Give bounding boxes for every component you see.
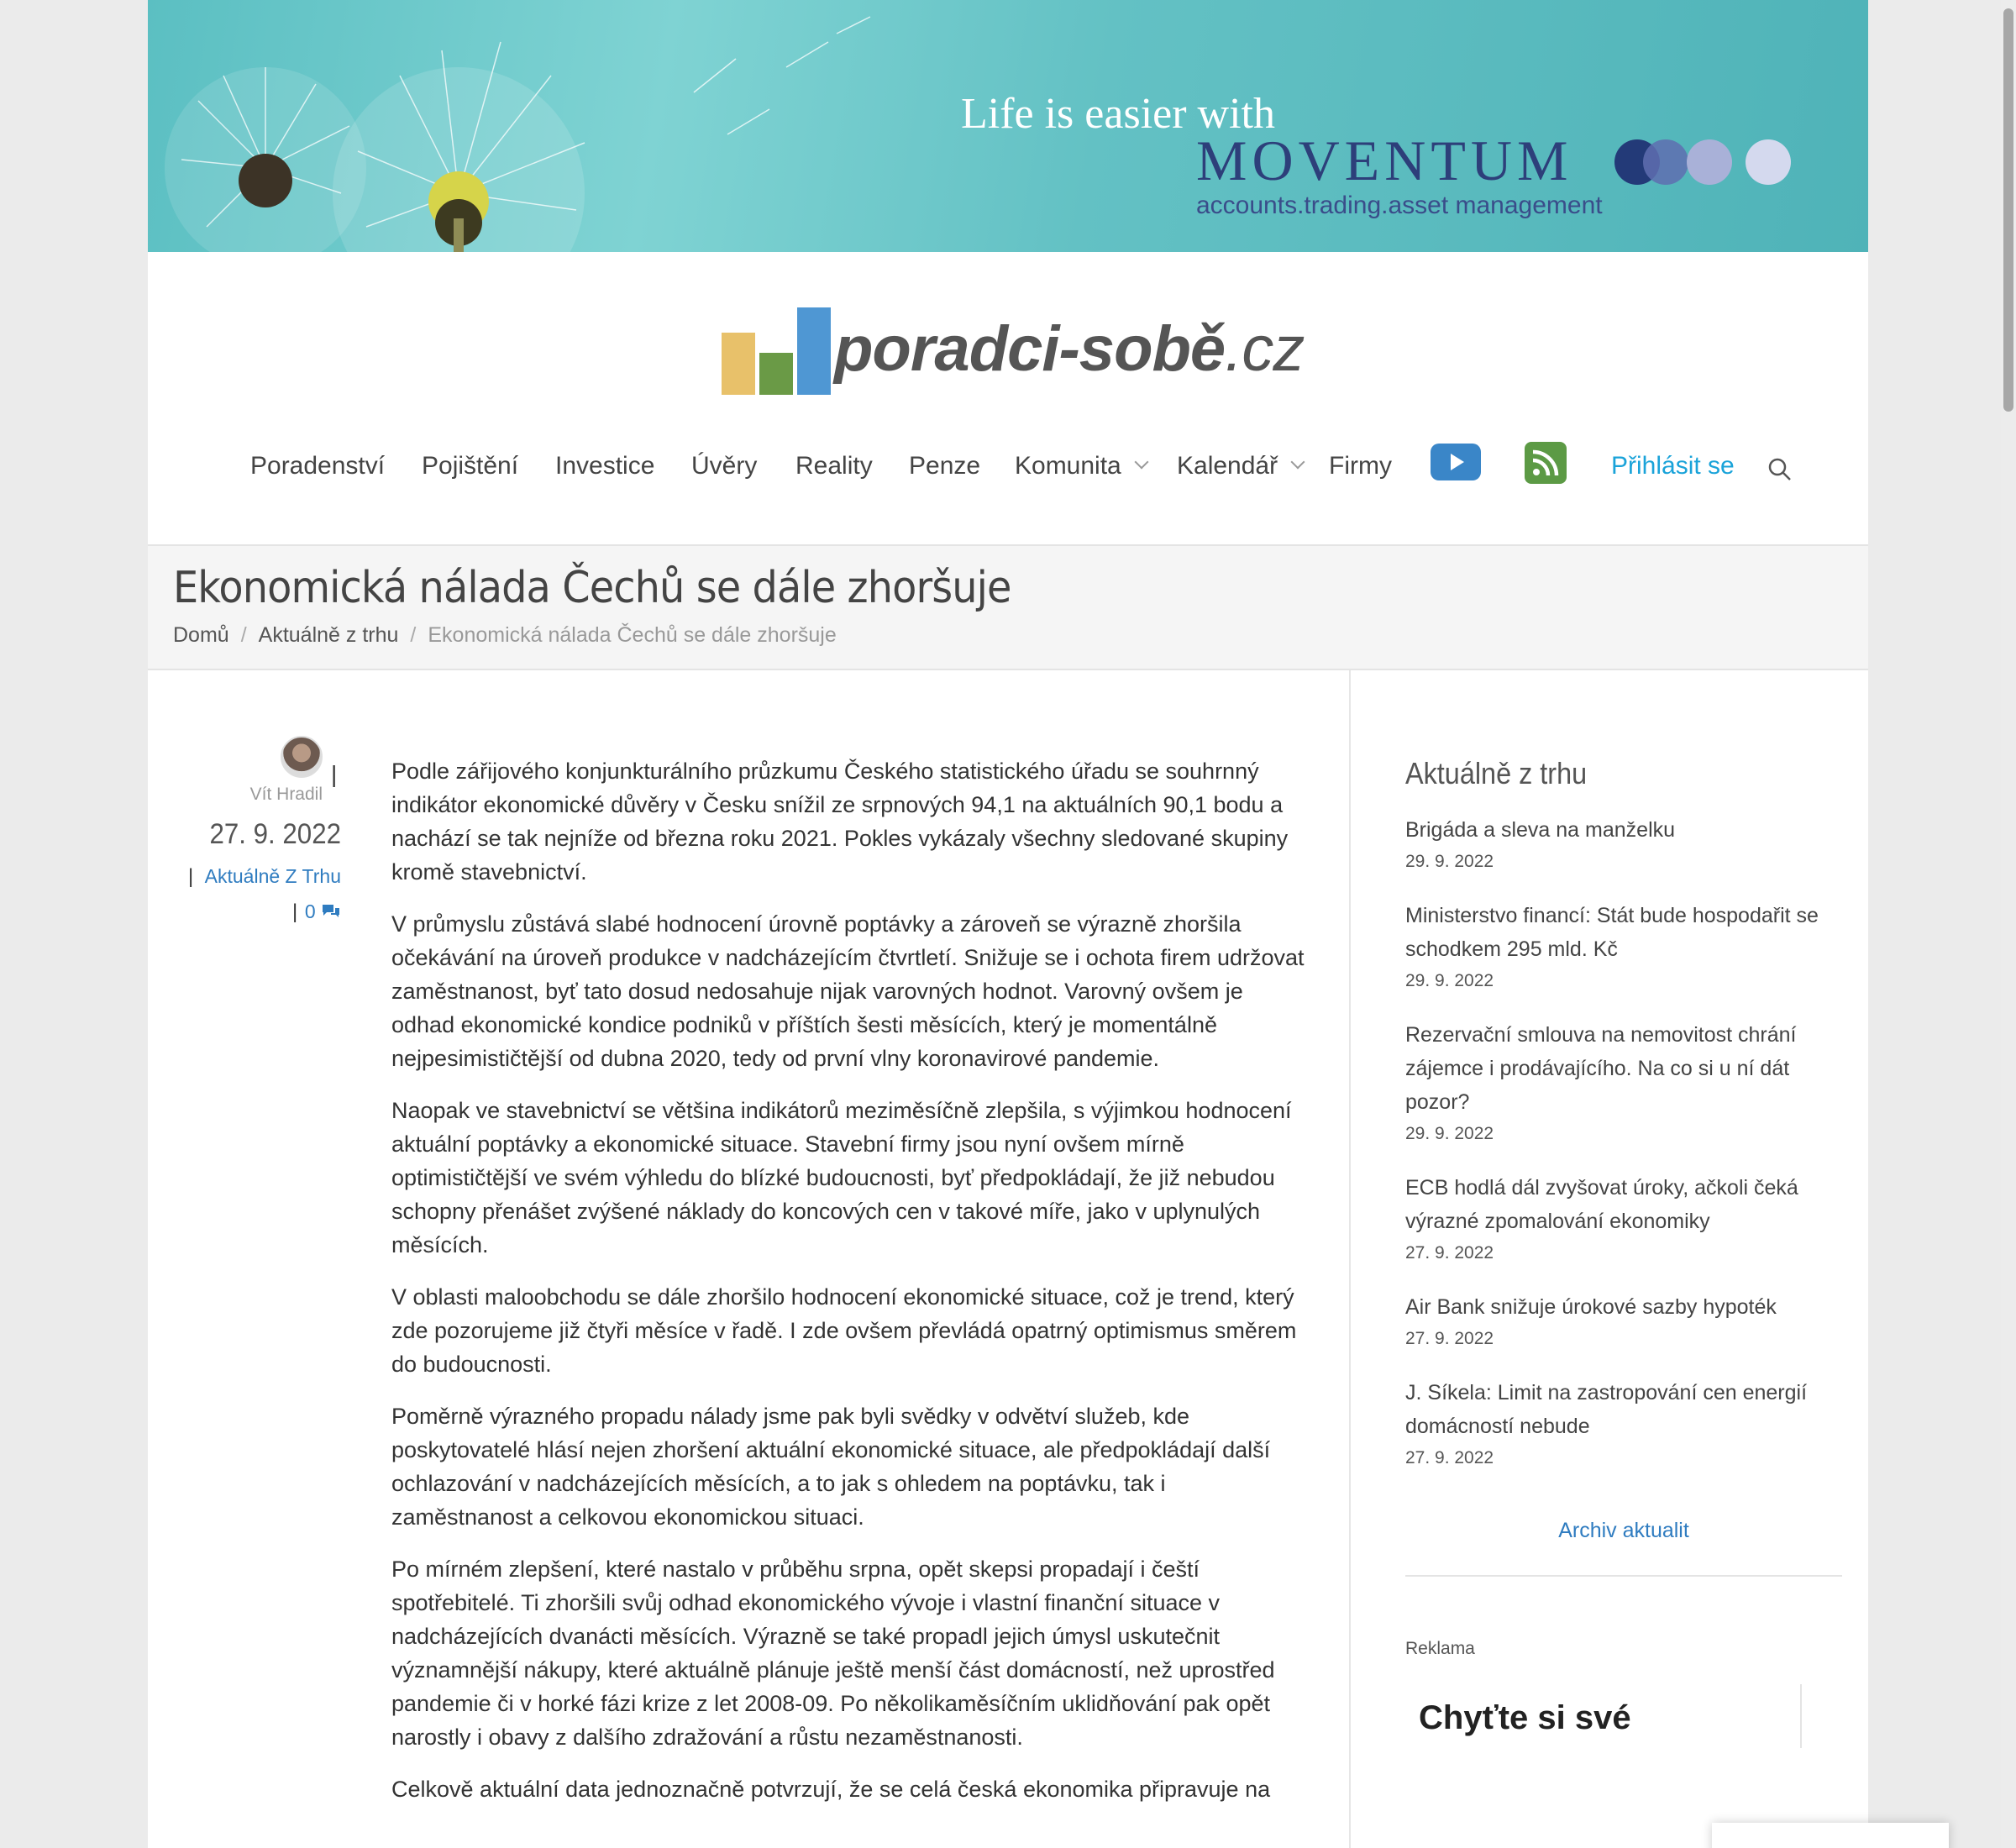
chevron-down-icon: [1291, 455, 1305, 470]
ad-label: Reklama: [1405, 1639, 1475, 1658]
news-item: [1405, 813, 1842, 872]
nav-poradenstvi[interactable]: Poradenství: [250, 452, 386, 480]
page-title: Ekonomická nálada Čechů se dále zhoršuje: [173, 563, 1011, 613]
publish-date: 27. 9. 2022: [209, 818, 341, 850]
author-name[interactable]: Vít Hradil: [249, 785, 323, 804]
login-link[interactable]: Přihlásit se: [1611, 452, 1735, 480]
nav-reality[interactable]: Reality: [795, 452, 873, 480]
scrollbar-thumb[interactable]: [2003, 8, 2013, 412]
news-item: [1405, 1290, 1842, 1349]
news-title[interactable]: Air Bank snižuje úrokové sazby hypoték: [1405, 1295, 1777, 1319]
nav-firmy[interactable]: Firmy: [1329, 452, 1392, 480]
article-paragraph: Celkově aktuální data jednoznačně potvrzují, že se celá česká ekonomika připravuje na: [391, 1777, 1271, 1802]
article-paragraph: Po mírném zlepšení, které nastalo v průběhu srpna, opět skepsi propadají i čeští spotřebitelé. Ti zhoršili svůj odhad ekonomického vývoje i vlastní finanční situace v nadcházejících dvanácti měsících. Výrazně se také propadl jejich úmysl uskutečnit významnější nákupy, které aktuálně plánuje ještě menší část domácností, než uprostřed pandemie či v horké fázi krize z let 2008-09. Po několikaměsíčním uklidňování pak opět narostly i obavy z dalšího zdražování a růstu nezaměstnanosti.: [391, 1557, 1275, 1750]
rss-icon[interactable]: [1525, 442, 1567, 484]
nav-kalendar[interactable]: [1177, 452, 1303, 480]
sidebar-divider: [1405, 1575, 1842, 1577]
meta-separator: |: [188, 865, 194, 888]
ad-popup[interactable]: [1712, 1823, 1949, 1848]
banner-brand: MOVENTUM: [1196, 129, 1573, 192]
nav-komunita-label: Komunita: [1015, 452, 1121, 480]
news-item: [1405, 899, 1842, 991]
page: [148, 0, 1868, 1848]
news-date: 27. 9. 2022: [1405, 1448, 1494, 1467]
nav-pojisteni[interactable]: Pojištění: [422, 452, 519, 480]
article-paragraph: Podle zářijového konjunkturálního průzkumu Českého statistického úřadu se souhrnný indikátor ekonomické důvěry v Česku snížil ze srpnových 94,1 na aktuálních 90,1 bodu a nachází se tak nejníže od března roku 2021. Pokles vykázaly všechny sledované skupiny kromě stavebnictví.: [391, 759, 1289, 885]
news-title[interactable]: J. Síkela: Limit na zastropování cen energií domácností nebude: [1405, 1381, 1808, 1438]
breadcrumb-category[interactable]: Aktuálně z trhu: [258, 623, 399, 647]
breadcrumb: [173, 623, 837, 648]
breadcrumb-home[interactable]: Domů: [173, 623, 229, 647]
breadcrumb-current: Ekonomická nálada Čechů se dále zhoršuje: [428, 623, 837, 647]
brand-dot-icon: [1643, 139, 1688, 185]
logo-name: poradci-sobě: [834, 313, 1226, 385]
breadcrumb-separator: /: [410, 623, 417, 647]
youtube-icon[interactable]: [1431, 444, 1481, 480]
article-paragraph: Naopak ve stavebnictví se většina indikátorů meziměsíčně zlepšila, s výjimkou hodnocení aktuální poptávky a ekonomické situace. Stavební firmy jsou nyní ovšem mírně optimističtější ve svém výhledu do blízké budoucnosti, byť předpokládají, že již nebudou schopny přenášet zvýšené náklady do koncových cen v takové míře, jako v uplynulých měsících.: [391, 1098, 1292, 1257]
article-paragraph: V oblasti maloobchodu se dále zhoršilo hodnocení ekonomické situace, což je trend, který zde pozorujeme již čtyři měsíce v řadě. I zde ovšem převládá opatrný optimismus směrem do budoucnosti.: [391, 1284, 1297, 1377]
nav-komunita[interactable]: [1015, 452, 1147, 480]
nav-uvery[interactable]: Úvěry: [691, 452, 758, 480]
main-nav: [148, 437, 1868, 496]
logo-bar-icon: [759, 353, 793, 395]
dandelion-illustration: [148, 0, 904, 252]
nav-kalendar-label: Kalendář: [1177, 452, 1278, 480]
news-date: 27. 9. 2022: [1405, 1329, 1494, 1348]
brand-dot-icon: [1746, 139, 1791, 185]
chevron-down-icon: [1134, 455, 1148, 470]
comment-count-value: 0: [304, 900, 316, 922]
sidebar: [1405, 756, 1842, 1751]
news-title[interactable]: Ministerstvo financí: Stát bude hospodařit se schodkem 295 mld. Kč: [1405, 904, 1819, 961]
banner-subline: accounts.trading.asset management: [1196, 192, 1603, 219]
news-date: 27. 9. 2022: [1405, 1243, 1494, 1263]
search-icon[interactable]: [1767, 457, 1793, 482]
archive-link[interactable]: Archiv aktualit: [1558, 1519, 1689, 1542]
logo-tld: .cz: [1225, 313, 1305, 385]
article-body: [391, 754, 1307, 1824]
page-header: [148, 544, 1868, 670]
sidebar-title: Aktuálně z trhu: [1405, 756, 1588, 790]
banner-ad[interactable]: [148, 0, 1868, 252]
article-paragraph: V průmyslu zůstává slabé hodnocení úrovně poptávky a zároveň se výrazně zhoršila očekávání na úroveň produkce v nadcházejícím čtvrtletí. Snižuje se i ochota firem udržovat zaměstnanost, byť tato dosud nedosahuje nijak varovných hodnot. Varovný ovšem je odhad ekonomické kondice podniků v příštích šesti měsících, který je momentálně nejpesimističtější od dubna 2020, tedy od první vlny koronavirové pandemie.: [391, 911, 1305, 1071]
author-avatar[interactable]: [281, 736, 323, 778]
ad-border: [1800, 1684, 1802, 1748]
meta-separator: |: [292, 900, 298, 923]
scrollbar[interactable]: [2001, 0, 2016, 1848]
news-title[interactable]: ECB hodlá dál zvyšovat úroky, ačkoli čeká výrazné zpomalování ekonomiky: [1405, 1176, 1798, 1233]
breadcrumb-separator: /: [240, 623, 247, 647]
brand-dot-icon: [1687, 139, 1732, 185]
rss-glyph: [1525, 442, 1567, 484]
news-item: [1405, 1171, 1842, 1263]
banner-tagline: Life is easier with: [961, 90, 1275, 138]
column-divider: [1349, 670, 1351, 1848]
ad-headline: Chyťte si své: [1419, 1699, 1631, 1736]
news-date: 29. 9. 2022: [1405, 852, 1494, 871]
comments-icon: [321, 903, 341, 920]
logo-text: [834, 312, 1304, 386]
comment-count[interactable]: [148, 900, 341, 923]
nav-penze[interactable]: Penze: [909, 452, 981, 480]
news-title[interactable]: Rezervační smlouva na nemovitost chrání zájemce i prodávajícího. Na co si u ní dát pozor?: [1405, 1023, 1797, 1114]
logo-bar-icon: [797, 307, 831, 395]
article-category[interactable]: Aktuálně Z Trhu: [204, 865, 341, 887]
article-paragraph: Poměrně výrazného propadu nálady jsme pak byli svědky v odvětví služeb, kde poskytovatelé hlásí nejen zhoršení aktuální ekonomické situace, ale předpokládají další ochlazování v nadcházejících měsících, a to jak s ohledem na poptávku, tak i zaměstnanost a celkovou ekonomickou situaci.: [391, 1404, 1271, 1530]
nav-investice[interactable]: Investice: [555, 452, 655, 480]
news-date: 29. 9. 2022: [1405, 1124, 1494, 1143]
meta-separator: |: [331, 761, 338, 787]
news-date: 29. 9. 2022: [1405, 971, 1494, 990]
news-item: [1405, 1018, 1842, 1144]
site-logo[interactable]: [722, 294, 1310, 395]
sidebar-ad[interactable]: [1405, 1684, 1825, 1751]
logo-bar-icon: [722, 333, 755, 395]
news-title[interactable]: Brigáda a sleva na manželku: [1405, 818, 1676, 842]
news-item: [1405, 1376, 1842, 1468]
